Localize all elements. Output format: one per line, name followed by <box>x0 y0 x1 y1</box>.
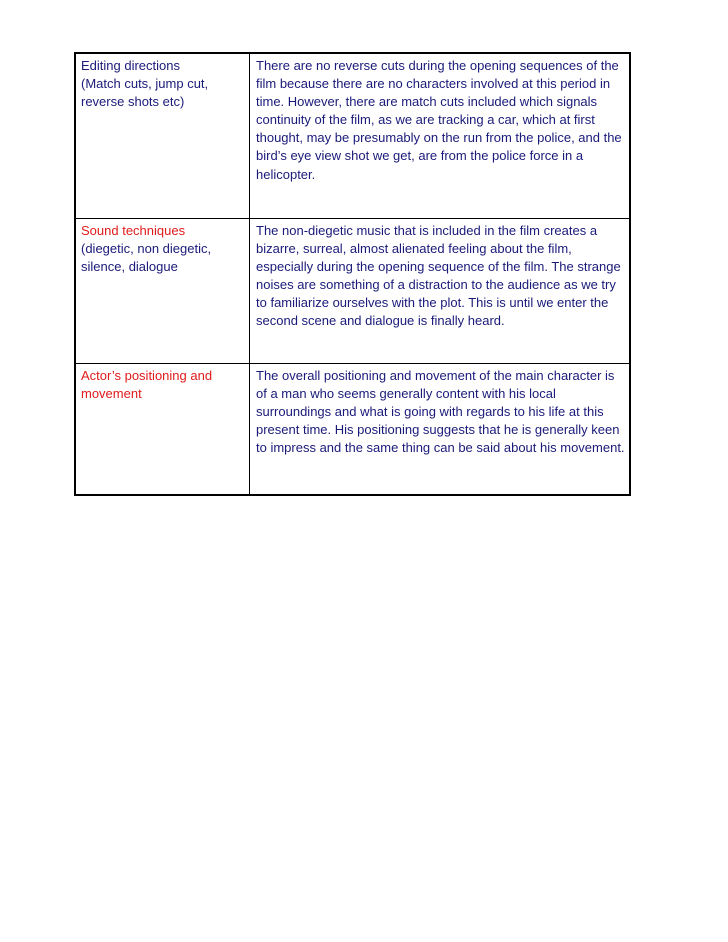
table-row-sound-techniques <box>75 219 630 364</box>
content-cell-sound: The non-diegetic music that is included in the film creates a bizarre, surreal, almost alienated feeling about the film, especially during the opening sequence of the film. The strange noises are something of a distraction to the audience as we try to familiarize ourselves with the plot. This is until we enter the second scene and dialogue is finally heard. <box>250 219 631 364</box>
row-label-editing-directions: Editing directions <box>81 58 180 73</box>
table-row-editing-directions <box>75 53 630 219</box>
analysis-table <box>74 52 631 496</box>
row-label-sound-techniques: Sound techniques <box>81 223 186 238</box>
row-sublabel-editing-directions: (Match cuts, jump cut, reverse shots etc) <box>81 76 209 110</box>
label-cell-actor <box>75 364 250 496</box>
content-cell-actor: The overall positioning and movement of the main character is of a man who seems generally content with his local surroundings and what is going with regards to his life at this present time. His positioning suggests that he is generally keen to impress and the same thing can be said about his movement. <box>250 364 631 496</box>
content-cell-editing: There are no reverse cuts during the opening sequences of the film because there are no characters involved at this period in time. However, there are match cuts included which signals continuity of the film, as we are tracking a car, which at first thought, may be presumably on the run from the police, and the bird’s eye view shot we get, are from the police force in a helicopter. <box>250 53 631 219</box>
row-label-actor-positioning: Actor’s positioning and movement <box>81 368 213 402</box>
table-row-actor-positioning <box>75 364 630 496</box>
label-cell-editing <box>75 53 250 219</box>
label-cell-sound <box>75 219 250 364</box>
row-sublabel-sound-techniques: (diegetic, non diegetic, silence, dialogue <box>81 241 212 275</box>
